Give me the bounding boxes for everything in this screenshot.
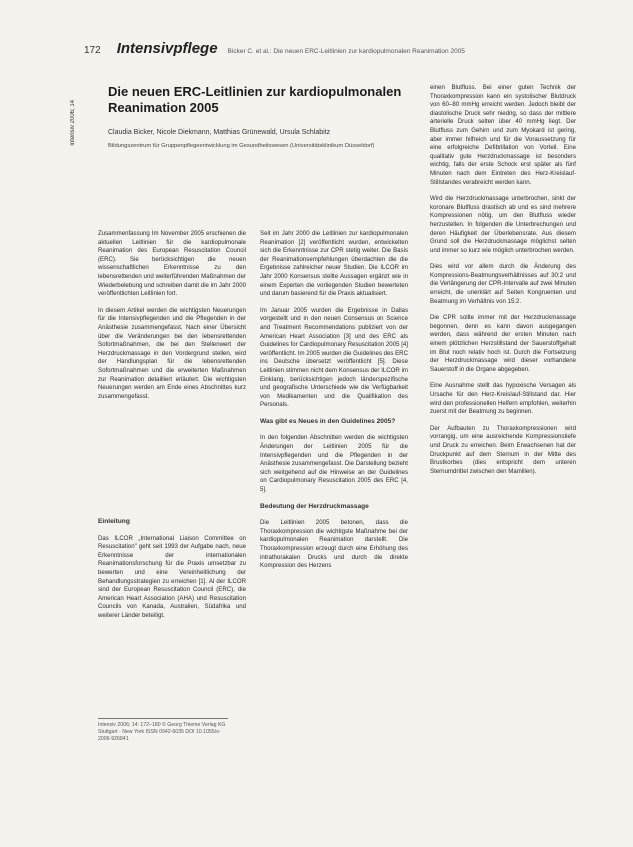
journal-name: Intensivpflege (116, 40, 218, 57)
section-heading: Einleitung (98, 518, 130, 525)
body-paragraph: In den folgenden Abschnitten werden die wichtigsten Änderungen der Leitlinien 2005 für die Intensivpflegenden und die Pflegenden in der Anästhesie zusammengefasst. Die Darstellung bezieht sich weitgehend auf die Hinweise an der Guidelines on Cardiopulmonary Resuscitation 2005 des ERC [4, 5]. (260, 434, 408, 494)
body-paragraph: einen Blutfluss. Bei einer guten Technik der Thoraxkompression kann ein systolischer Blutdruck von 60–80 mmHg erreicht werden. Jedoch bleibt der diastolische Druck sehr niedrig, so dass der mittlere arterielle Druck selten über 40 mmHg liegt. Der Blutfluss zum Gehirn und zum Myokard ist gering, aber immer hilfreich und für die Voraussetzung für eine erfolgreiche Defibrillation von Vorteil. Eine qualitativ gute Herzdruckmassage ist besonders wichtig, falls der erste Schock erst später als fünf Minuten nach dem Eintreten des Herz-Kreislauf-Stillstandes verabreicht werden kann. (430, 84, 576, 186)
abstract-column (98, 230, 246, 409)
article-title: Die neuen ERC-Leitlinien zur kardiopulmonalen Reanimation 2005 (108, 84, 402, 115)
body-paragraph: Im Januar 2005 wurden die Ergebnisse in Dallas vorgestellt und in den neuen Consensus on Science and Treatment Recommendations publiziert von der American Heart Association [3] und des ERC als Guidelines for Cardiopulmonary Resuscitation 2005 [4] veröffentlicht. Im 2005 wurden die Guidelines des ERC ins Deutsche übersetzt veröffentlicht [5]. Diese Leitlinien stimmen nicht dem Konsensus der ILCOR im Einklang, berücksichtigen jedoch länderspezifische und geografische Unterschiede wie die Verfügbarkeit von Medikamenten und die Qualifikation des Personals. (260, 306, 408, 409)
abstract-paragraph: Zusammenfassung Im November 2005 erschienen die aktuellen Leitlinien für die kardiopulmonale Reanimation des European Resuscitation Council (ERC). Sie berücksichtigen die neuen wissenschaftlichen Erkenntnisse zu den lebensrettenden und weiterführenden Maßnahmen der Wiederbelebung und schreiben damit die im Jahr 2000 veröffentlichten Leitlinien fort. (98, 230, 246, 298)
body-paragraph: Das ILCOR „International Liaison Committee on Resuscitation" geht seit 1993 der Aufgabe nach, neue Erkenntnisse der internationalen Reanimationsforschung für die Praxis umsetzbar zu bewerten und eine Vereinheitlichung der Behandlungsstrategien zu erreichen [1]. Al der ILCOR sind der European Resuscitation Council (ERC), die American Heart Association (AHA) und Resuscitation Councils von Kanada, Australien, Südafrika und weiterer Länder beteiligt. (98, 534, 246, 619)
section-heading: Was gibt es Neues in den Guidelines 2005? (260, 417, 396, 425)
right-column (430, 84, 576, 484)
page-number: 172 (84, 45, 101, 56)
body-paragraph: Die Leitlinien 2005 betonen, dass die Thoraxkompression die wichtigste Maßnahme bei der kardiopulmonalen Reanimation darstellt. Die Thoraxkompression erzeugt durch eine Erhöhung des intrathorakalen Drucks und durch die direkte Kompression des Herzens (260, 519, 408, 570)
introduction-section (98, 518, 246, 629)
section-heading: Bedeutung der Herzdruckmassage (260, 502, 369, 510)
side-citation: Intensiv 2006; 14 (70, 100, 76, 146)
article-affiliation: Bildungszentrum für Gruppenpflegeentwicklung im Gesundheitswesen (Universitätsklinikum Düsseldorf) (108, 143, 375, 149)
middle-column (260, 230, 408, 579)
body-paragraph: Eine Ausnahme stellt das hypoxische Versagen als Ursache für den Herz-Kreislauf-Stillstand dar. Hier wird den professionellen Helfern empfohlen, weiterhin zuerst mit der Beatmung zu beginnen. (430, 382, 576, 416)
running-head (84, 40, 604, 58)
abstract-paragraph: In diesem Artikel werden die wichtigsten Neuerungen für die Intensivpflegenden und die Pflegenden in der Anästhesie zusammengefasst. Nach einer Übersicht über die Veränderungen bei den lebensrettenden Sofortmaßnahmen, die bei den Stellenwert der Herzdruckmassage in den Vordergrund stellen, wird der Handlungsplan für die lebensrettenden Sofortmaßnahmen und die erweiterten Maßnahmen zur Reanimation detailliert erläutert. Die wichtigsten Neuerungen werden am Ende eines Abschnittes kurz zusammengefasst. (98, 306, 246, 400)
body-paragraph: Der Aufbauten zu Thoraxkompressionen wird vorrangig, um eine ausreichende Kompressionstiefe und Druck zu erreichen. Beim Erwachsenen hat der Druckpunkt auf dem Sternum in der Mitte des Brustkorbes (dies entspricht dem unteren Sternumdrittel zwischen den Mamillen). (430, 424, 576, 475)
body-paragraph: Wird die Herzdruckmassage unterbrochen, sinkt der koronare Blutfluss drastisch ab und es sind mehrere Kompressionen nötig, um den Blutfluss wieder herzustellen. In folgenden die Unterbrechungen und deren Häufigkeit der Überlebensrate. Aus diesem Grund soll die Herzdruckmassage möglichst selten und immer so kurz wie möglich unterbrochen werden. (430, 195, 576, 254)
article-authors: Claudia Bicker, Nicole Diekmann, Matthias Grünewald, Ursula Schlabitz (108, 129, 331, 136)
footnote: Intensiv 2006; 14: 172–180 © Georg Thieme Verlag KG Stuttgart · New York ISSN 0942-6035 DOI 10.1055/s-2006-926841 (98, 718, 228, 743)
body-paragraph: Die CPR sollte immer mit der Herzdruckmassage begonnen, denn es kann davon ausgegangen werden, dass während der ersten Minuten nach einem plötzlichen Herzstillstand der Sauerstoffgehalt im Blut noch relativ hoch ist. Durch die Fortsetzung der Herzdruckmassage wird dieser vorhandene Sauerstoff in die Organe abgegeben. (430, 314, 576, 373)
running-title: Bicker C. et al.: Die neuen ERC-Leitlinien zur kardiopulmonalen Reanimation 2005 (227, 48, 465, 55)
body-paragraph: Dies wird vor allem durch die Änderung des Kompressions-Beatmungsverhältnisses auf 30:2 und die Verlängerung der CPR-Intervalle auf zwei Minuten erreicht, die unerklärt auf Seiten Kongruenten und Beatmung im Verhältnis von 15:2. (430, 263, 576, 305)
body-paragraph: Seit im Jahr 2000 die Leitlinien zur kardiopulmonalen Reanimation [2] veröffentlicht wurden, entwickelten sich die Erkenntnisse zur CPR stetig weiter. Die Basis der Reanimationsempfehlungen überdachten die die Ergebnisse zahlreicher neuer Studien. Die ILCOR im Jahr 2000 Konsensus stellte Aussagen ergänzt wie in einem Experten die vorliegenden Studien bewerteten und darum basierend für die Praxis aktualisiert. (260, 230, 408, 298)
